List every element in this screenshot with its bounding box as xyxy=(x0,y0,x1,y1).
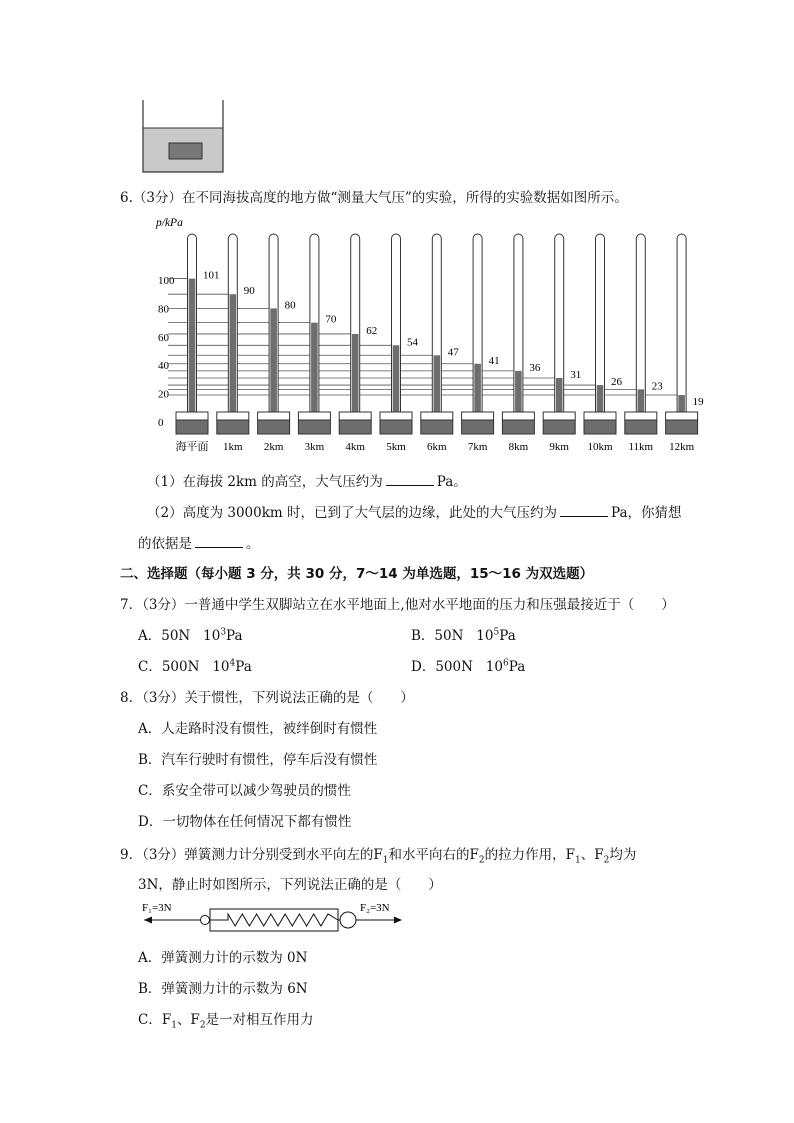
altitude-label: 1km xyxy=(223,441,243,453)
q7-option-a[interactable]: A．50N $10^3Pa$ xyxy=(138,627,243,644)
mercury-dish xyxy=(625,420,657,434)
y-tick-label: 0 xyxy=(158,417,164,429)
q9-stem-cont: 3N，静止时如图所示，下列说法正确的是（ ） xyxy=(138,877,442,893)
section-title: 二、选择题（每小题 3 分，共 30 分，7～14 为单选题，15～16 为双选题） xyxy=(120,566,594,582)
q6-sub2: （2）高度为 3000km 时，已到了大气层的边缘，此处的大气压约为 Pa，你猜想 xyxy=(147,505,682,521)
mercury-dish xyxy=(421,420,453,434)
mercury-dish-rim xyxy=(258,412,290,420)
mercury-dish xyxy=(339,420,371,434)
mercury-dish-rim xyxy=(380,412,412,420)
q6-sub1: （1）在海拔 2km 的高空，大气压约为 Pa。 xyxy=(147,474,467,490)
mercury-column xyxy=(311,323,318,422)
q8-option-b[interactable]: B．汽车行驶时有惯性，停车后没有惯性 xyxy=(138,752,378,768)
altitude-label: 11km xyxy=(628,441,654,453)
mercury-column xyxy=(270,308,277,422)
altitude-label: 6km xyxy=(427,441,447,453)
mercury-dish xyxy=(502,420,534,434)
q9-option-b[interactable]: B．弹簧测力计的示数为 6N xyxy=(138,981,308,997)
y-tick-label: 100 xyxy=(158,275,175,287)
pressure-value-label: 54 xyxy=(407,336,418,349)
q8-option-d[interactable]: D．一切物体在任何情况下都有惯性 xyxy=(138,814,352,830)
y-tick-label: 20 xyxy=(158,388,169,401)
mercury-dish-rim xyxy=(339,412,371,420)
altitude-label: 5km xyxy=(386,441,406,453)
pressure-value-label: 36 xyxy=(529,361,541,374)
pressure-value-label: 70 xyxy=(325,313,337,326)
altitude-label: 海平面 xyxy=(175,441,209,453)
pressure-altitude-chart xyxy=(140,212,710,458)
pressure-value-label: 90 xyxy=(243,285,255,298)
arrow-right-icon xyxy=(394,917,402,924)
mercury-column xyxy=(393,345,400,422)
mercury-dish xyxy=(258,420,290,434)
altitude-label: 2km xyxy=(263,441,284,453)
q7-option-b[interactable]: B．50N $10^5Pa$ xyxy=(411,627,516,644)
q7-stem: 7．（3分）一普通中学生双脚站立在水平地面上,他对水平地面的压力和压强最接近于（ ） xyxy=(120,597,675,613)
mercury-dish xyxy=(666,420,698,434)
answer-blank-2[interactable] xyxy=(560,504,608,517)
spring-scale-figure xyxy=(138,898,408,938)
mercury-dish-rim xyxy=(298,412,330,420)
pressure-value-label: 23 xyxy=(651,380,663,393)
mercury-dish-rim xyxy=(462,412,494,420)
mercury-dish-rim xyxy=(176,412,208,420)
q6-sub2-cont: 的依据是 。 xyxy=(138,536,260,552)
f2-label: F₂=3N xyxy=(360,902,390,914)
q8-option-a[interactable]: A．人走路时没有惯性，被绊倒时有惯性 xyxy=(138,721,378,737)
mercury-column xyxy=(352,334,359,422)
mercury-dish xyxy=(584,420,616,434)
answer-blank-1[interactable] xyxy=(386,473,434,486)
y-tick-label: 80 xyxy=(158,303,169,316)
answer-blank-3[interactable] xyxy=(195,535,243,548)
mercury-column xyxy=(189,279,196,422)
altitude-label: 12km xyxy=(669,441,695,453)
q9-option-a[interactable]: A．弹簧测力计的示数为 0N xyxy=(138,950,308,966)
q6-stem: 6.（3分）在不同海拔高度的地方做“测量大气压”的实验，所得的实验数据如图所示。 xyxy=(120,190,628,206)
barometer-tube xyxy=(677,234,686,418)
q9-option-c[interactable]: C．$F_1$、$F_2$是一对相互作用力 xyxy=(138,1012,314,1031)
altitude-label: 10km xyxy=(587,441,613,453)
mercury-dish xyxy=(380,420,412,434)
mercury-dish xyxy=(298,420,330,434)
mercury-dish-rim xyxy=(217,412,249,420)
mercury-dish-rim xyxy=(502,412,534,420)
mercury-dish xyxy=(543,420,575,434)
mercury-dish-rim xyxy=(421,412,453,420)
pressure-value-label: 62 xyxy=(366,324,378,337)
y-axis-label: p/kPa xyxy=(156,217,183,229)
q9-stem: 9．（3分）弹簧测力计分别受到水平向左的$F_1$和水平向右的$F_2$的拉力作用，$F_1$、$F_2$均为 xyxy=(120,847,637,866)
pressure-value-label: 80 xyxy=(284,299,296,312)
pressure-value-label: 19 xyxy=(692,396,704,409)
q7-option-c[interactable]: C．500N $10^4Pa$ xyxy=(138,658,252,675)
mercury-dish-rim xyxy=(584,412,616,420)
beaker-figure xyxy=(138,100,228,176)
altitude-label: 3km xyxy=(304,441,325,453)
y-tick-label: 40 xyxy=(158,360,169,373)
q8-stem: 8．（3分）关于惯性，下列说法正确的是（ ） xyxy=(120,690,414,706)
mercury-dish-rim xyxy=(625,412,657,420)
mercury-dish xyxy=(176,420,208,434)
f1-label: F₁=3N xyxy=(142,902,172,914)
pressure-value-label: 26 xyxy=(611,376,622,389)
mercury-dish xyxy=(462,420,494,434)
pressure-value-label: 47 xyxy=(447,346,459,359)
pressure-value-label: 101 xyxy=(203,269,220,282)
y-tick-label: 60 xyxy=(158,331,169,344)
pressure-value-label: 41 xyxy=(488,354,500,367)
q8-option-c[interactable]: C．系安全带可以减少驾驶员的惯性 xyxy=(138,783,351,799)
altitude-label: 7km xyxy=(467,441,488,453)
mercury-dish xyxy=(217,420,249,434)
mercury-dish-rim xyxy=(666,412,698,420)
pressure-value-label: 31 xyxy=(570,368,582,381)
altitude-label: 4km xyxy=(345,441,365,453)
altitude-label: 8km xyxy=(508,441,529,453)
q7-option-d[interactable]: D．500N $10^6Pa$ xyxy=(411,658,526,675)
altitude-label: 9km xyxy=(549,441,569,453)
arrow-left-icon xyxy=(144,917,152,924)
mercury-dish-rim xyxy=(543,412,575,420)
mercury-column xyxy=(230,294,237,422)
